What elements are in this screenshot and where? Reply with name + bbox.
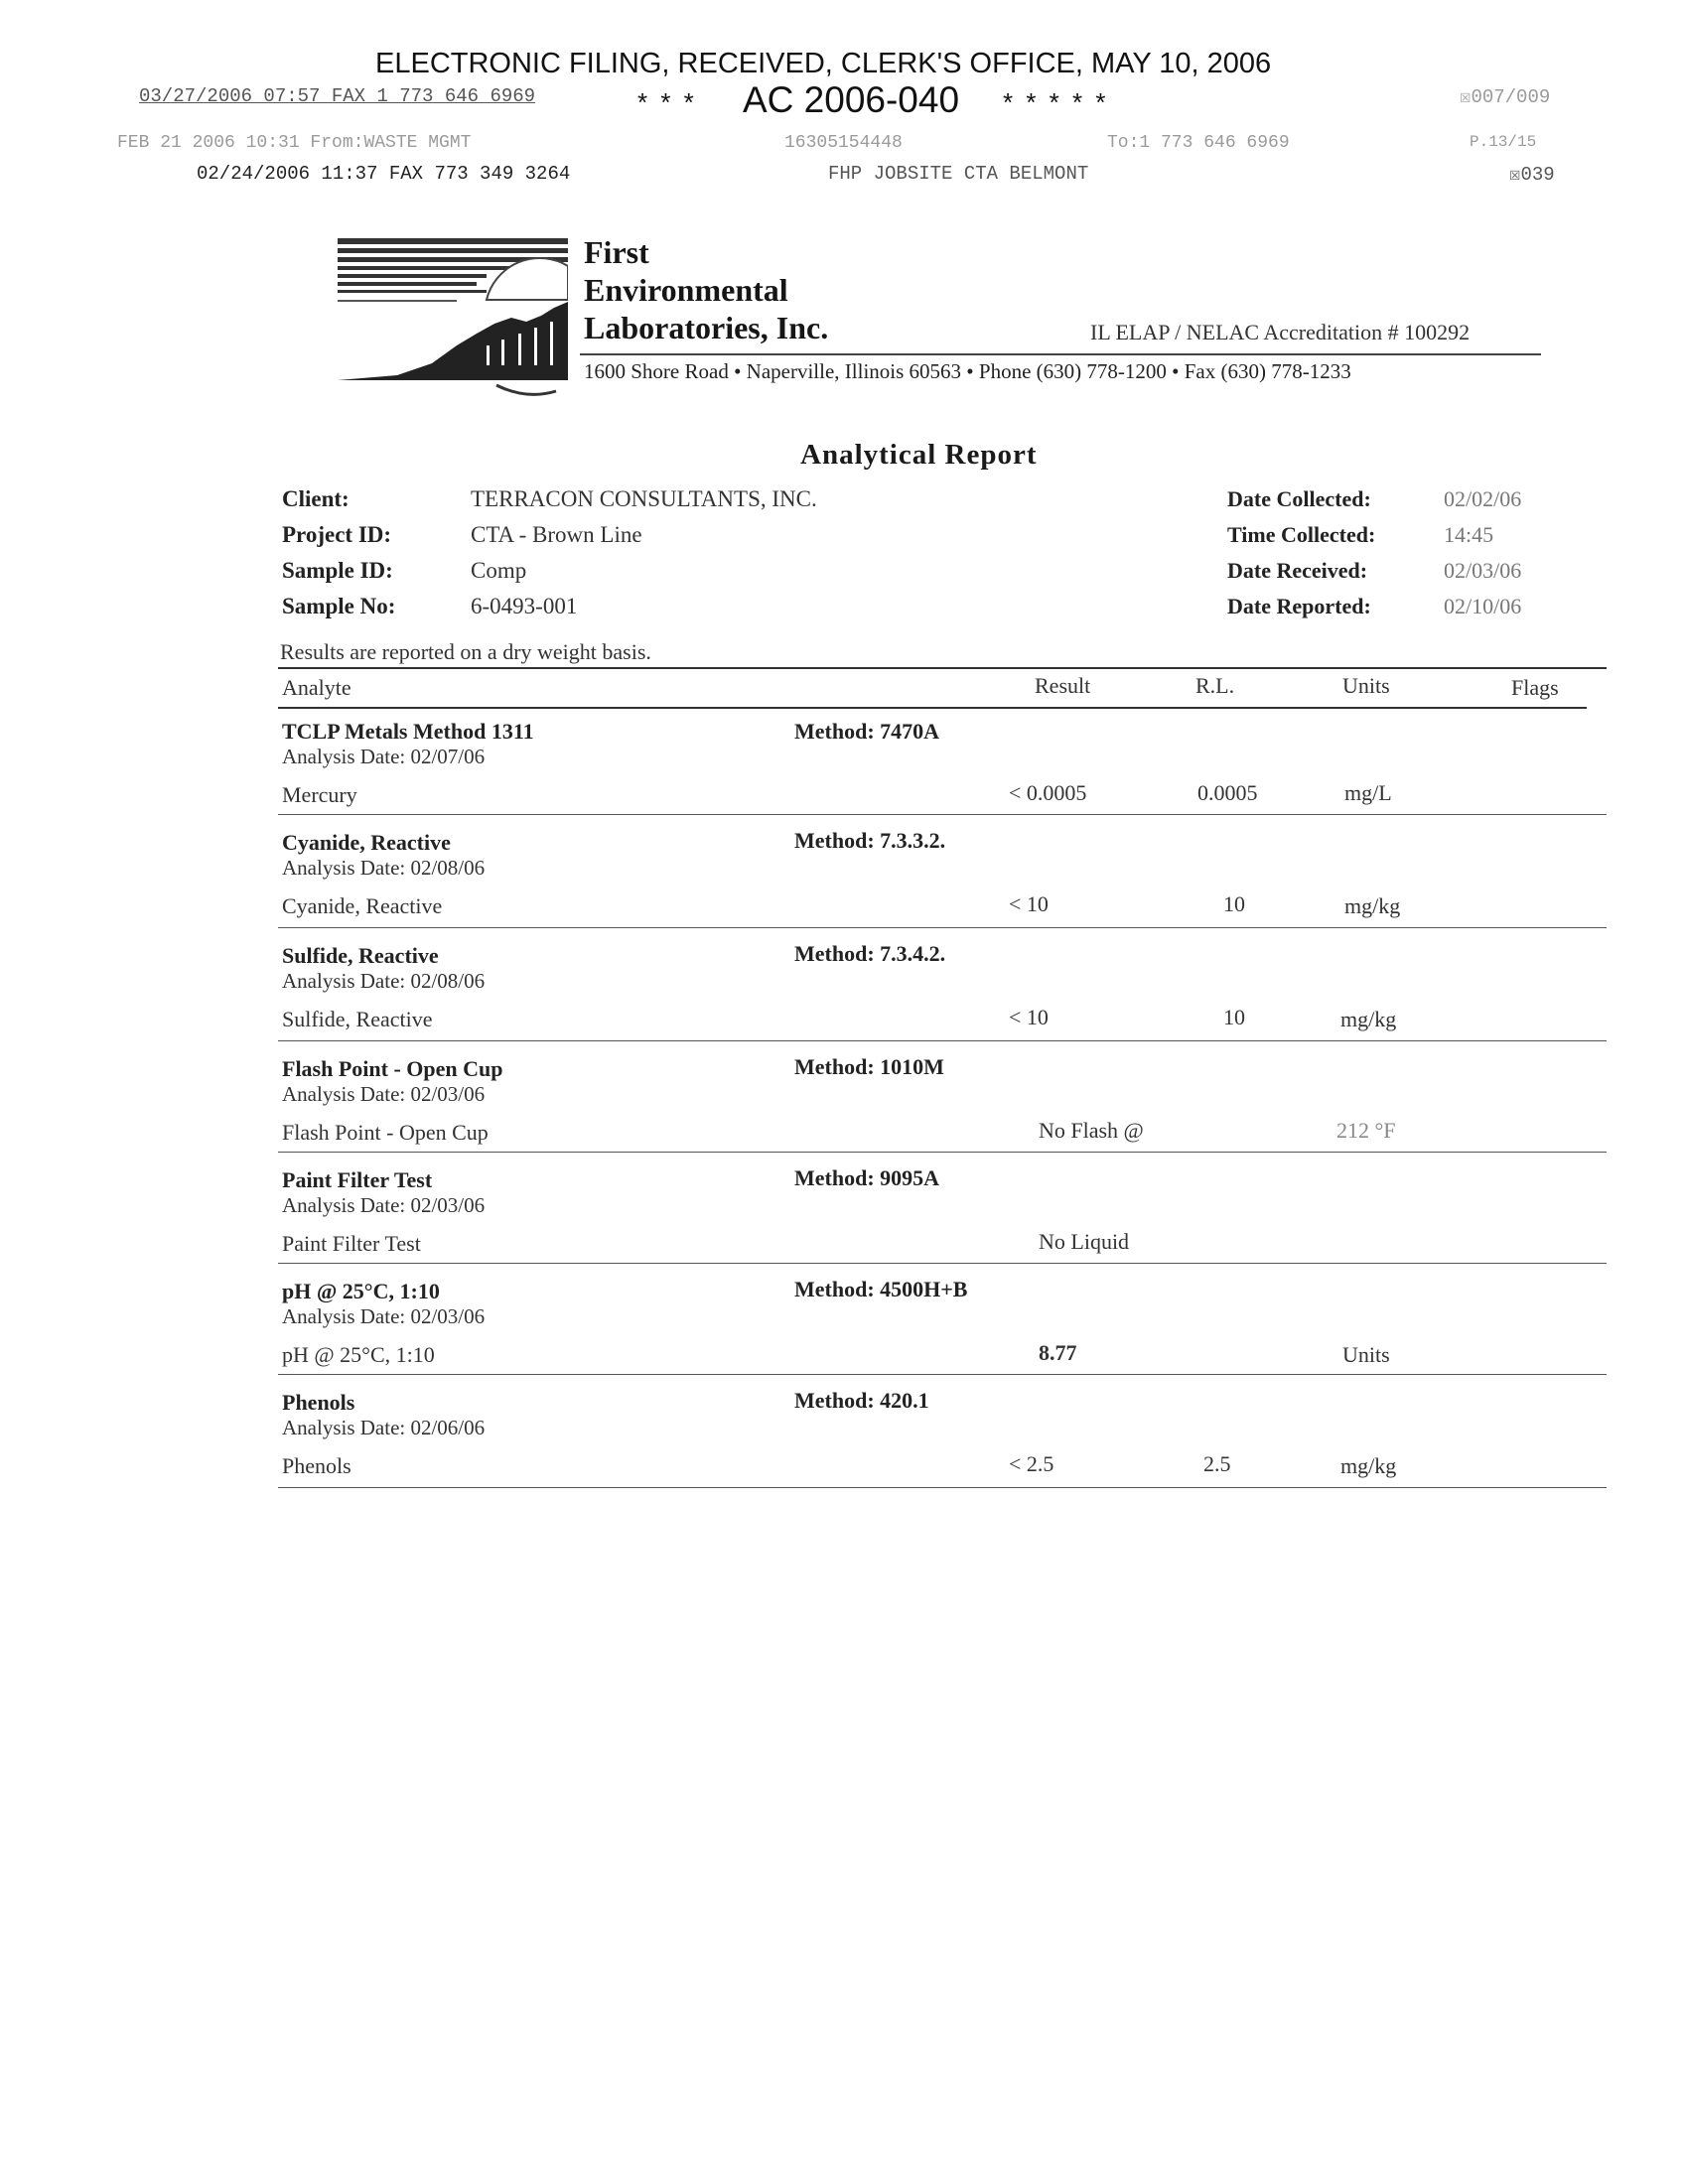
analysis-date: Analysis Date: 02/07/06 <box>282 745 486 768</box>
sample-id-value: Comp <box>471 558 527 583</box>
analysis-date: Analysis Date: 02/06/06 <box>282 1416 486 1439</box>
fax-header-line2-number: 16305154448 <box>784 133 903 153</box>
analysis-date: Analysis Date: 02/03/06 <box>282 1304 486 1328</box>
docket-stars-left: * * * <box>637 87 697 117</box>
units-value: Units <box>1342 1342 1390 1367</box>
date-collected-value: 02/02/06 <box>1444 486 1522 511</box>
basis-note: Results are reported on a dry weight basis. <box>280 639 651 664</box>
sample-no-value: 6-0493-001 <box>471 594 578 618</box>
analysis-date: Analysis Date: 02/08/06 <box>282 856 486 880</box>
fax-header-line2-to: To:1 773 646 6969 <box>1107 133 1290 153</box>
col-result: Result <box>1035 673 1091 698</box>
analyte-name: pH @ 25°C, 1:10 <box>282 1342 435 1367</box>
fax-header-line1: 03/27/2006 07:57 FAX 1 773 646 6969 <box>139 85 536 107</box>
date-reported-label: Date Reported: <box>1227 594 1371 618</box>
rl-value: 10 <box>1223 1005 1245 1029</box>
test-method: Method: 1010M <box>794 1054 944 1079</box>
analyte-name: Paint Filter Test <box>282 1231 421 1256</box>
col-units: Units <box>1342 673 1390 698</box>
test-name: Cyanide, Reactive <box>282 830 451 855</box>
docket-stars-right: * * * * * <box>1003 87 1109 117</box>
col-analyte: Analyte <box>282 675 351 700</box>
units-value: mg/kg <box>1344 893 1401 918</box>
test-name: TCLP Metals Method 1311 <box>282 719 534 744</box>
analyte-name: Phenols <box>282 1453 351 1478</box>
test-method: Method: 420.1 <box>794 1388 929 1413</box>
result-value: 8.77 <box>1039 1340 1077 1365</box>
result-value: No Liquid <box>1039 1229 1130 1254</box>
result-value: < 0.0005 <box>1009 780 1087 805</box>
result-value: < 10 <box>1009 891 1049 916</box>
date-received-label: Date Received: <box>1227 558 1368 583</box>
lab-name-line3: Laboratories, Inc. <box>584 310 829 345</box>
lab-address: 1600 Shore Road • Naperville, Illinois 60563 • Phone (630) 778-1200 • Fax (630) 778-1233 <box>584 359 1351 383</box>
col-flags: Flags <box>1511 675 1559 700</box>
analyte-name: Mercury <box>282 782 357 807</box>
rl-value: 10 <box>1223 891 1245 916</box>
units-value: mg/L <box>1344 780 1392 805</box>
client-value: TERRACON CONSULTANTS, INC. <box>471 486 817 511</box>
rl-value: 0.0005 <box>1197 780 1258 805</box>
units-value: mg/kg <box>1340 1453 1397 1478</box>
test-method: Method: 7.3.4.2. <box>794 941 946 966</box>
analyte-name: Cyanide, Reactive <box>282 893 443 918</box>
lab-logo <box>338 236 568 405</box>
fax-header-line3-jobsite: FHP JOBSITE CTA BELMONT <box>828 163 1089 185</box>
test-name: Flash Point - Open Cup <box>282 1056 503 1081</box>
fax-header-line2-page: P.13/15 <box>1470 133 1537 151</box>
docket-number: AC 2006-040 <box>743 79 960 120</box>
fax-header-line3: 02/24/2006 11:37 FAX 773 349 3264 <box>197 163 571 185</box>
lab-name-line1: First <box>584 234 649 270</box>
date-reported-value: 02/10/06 <box>1444 594 1522 618</box>
test-name: Sulfide, Reactive <box>282 943 439 968</box>
time-collected-label: Time Collected: <box>1227 522 1376 547</box>
analysis-date: Analysis Date: 02/03/06 <box>282 1193 486 1217</box>
test-method: Method: 4500H+B <box>794 1277 968 1301</box>
analyte-name: Flash Point - Open Cup <box>282 1120 489 1145</box>
test-method: Method: 7470A <box>794 719 940 744</box>
fax-header-page1: ☒007/009 <box>1460 86 1551 108</box>
sample-no-label: Sample No: <box>282 594 396 618</box>
time-collected-value: 14:45 <box>1444 522 1494 547</box>
filing-stamp: ELECTRONIC FILING, RECEIVED, CLERK'S OFFICE, MAY 10, 2006 <box>375 48 1272 79</box>
project-id-label: Project ID: <box>282 522 392 547</box>
fax-header-page3: ☒039 <box>1509 164 1555 186</box>
date-received-value: 02/03/06 <box>1444 558 1522 583</box>
units-value: 212 °F <box>1336 1118 1396 1143</box>
fax-header-line2: FEB 21 2006 10:31 From:WASTE MGMT <box>117 133 472 153</box>
test-name: pH @ 25°C, 1:10 <box>282 1279 440 1303</box>
rl-value: 2.5 <box>1203 1451 1231 1476</box>
test-method: Method: 9095A <box>794 1165 940 1190</box>
analysis-date: Analysis Date: 02/03/06 <box>282 1082 486 1106</box>
accreditation: IL ELAP / NELAC Accreditation # 100292 <box>1090 320 1471 344</box>
analyte-name: Sulfide, Reactive <box>282 1007 433 1031</box>
project-id-value: CTA - Brown Line <box>471 522 642 547</box>
result-value: < 2.5 <box>1009 1451 1054 1476</box>
date-collected-label: Date Collected: <box>1227 486 1371 511</box>
col-rl: R.L. <box>1195 673 1235 698</box>
sample-id-label: Sample ID: <box>282 558 393 583</box>
result-value: No Flash @ <box>1039 1118 1144 1143</box>
test-name: Paint Filter Test <box>282 1167 433 1192</box>
analysis-date: Analysis Date: 02/08/06 <box>282 969 486 993</box>
test-name: Phenols <box>282 1390 355 1415</box>
units-value: mg/kg <box>1340 1007 1397 1031</box>
report-title: Analytical Report <box>800 439 1038 471</box>
client-label: Client: <box>282 486 350 511</box>
lab-name-line2: Environmental <box>584 272 788 308</box>
result-value: < 10 <box>1009 1005 1049 1029</box>
test-method: Method: 7.3.3.2. <box>794 828 946 853</box>
